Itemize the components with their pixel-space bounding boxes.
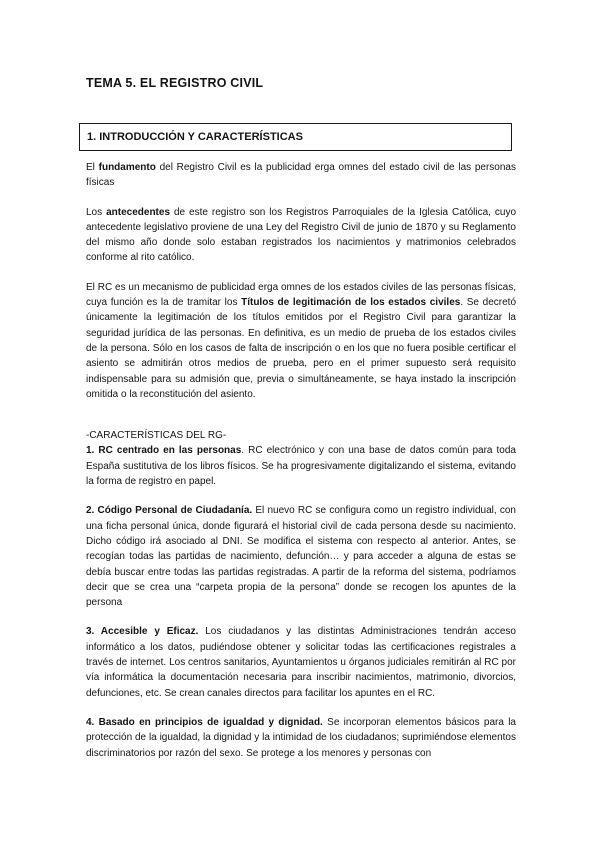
document-body xyxy=(86,160,516,775)
c1-bold: 1. RC centrado en las personas xyxy=(86,445,242,457)
c3-rest: Los ciudadanos y las distintas Administraciones tendrán acceso informático a los datos, pudiéndose obtener y solicitar todas las certificaciones registrales a través de internet. Los centros sanitarios, Ayuntamientos u órganos judiciales remitirán al RC por vía informática la documentación necesaria para inscribir nacimientos, matrimonio, divorcios, defunciones, etc. Se crean canales directos para facilitar los apuntes en el RC. xyxy=(86,626,516,699)
characteristics-heading: -CARACTERÍSTICAS DEL RG- xyxy=(86,430,227,442)
section-heading: 1. INTRODUCCIÓN Y CARACTERÍSTICAS xyxy=(87,131,303,143)
paragraph-antecedentes xyxy=(86,205,516,266)
c2-bold: 2. Código Personal de Ciudadanía. xyxy=(86,505,253,517)
p1-bold: fundamento xyxy=(98,162,156,173)
c4-bold: 4. Basado en principios de igualdad y dignidad. xyxy=(86,716,323,728)
characteristic-3 xyxy=(86,624,516,700)
c4-rest: Se incorporan elementos básicos para la protección de la igualdad, la dignidad y la intimidad de los ciudadanos; suprimiéndose elementos discriminatorios por razón del sexo. Se protege a los menores y personas con xyxy=(86,716,516,759)
document-title: TEMA 5. EL REGISTRO CIVIL xyxy=(86,76,264,90)
characteristic-2 xyxy=(86,503,516,610)
p3-bold: Títulos de legitimación de los estados civiles xyxy=(241,297,461,309)
c2-rest: El nuevo RC se configura como un registro individual, con una ficha personal única, donde figurará el historial civil de cada persona desde su nacimiento. Dicho código irá asociado al DNI. Se modifica el sistema con respecto al anterior. Antes, se recogían todas las partidas de nacimiento, defunción… y para acceder a alguna de estas se debía buscar entre todas las partidas registradas. A partir de la reforma del sistema, podríamos decir que se crea una “carpeta propia de la persona” donde se recogen los apuntes de la persona xyxy=(86,505,516,609)
paragraph-fundamento xyxy=(86,160,516,191)
p2-bold: antecedentes xyxy=(106,206,171,218)
p2-rest: de este registro son los Registros Parroquiales de la Iglesia Católica, cuyo antecedente legislativo proviene de una Ley del Registro Civil de junio de 1870 y su Reglamento del mismo año donde solo estaban registrados los nacimientos y matrimonios celebrados conforme al rito católico. xyxy=(86,206,517,264)
p2-lead: Los xyxy=(86,206,107,218)
p1-rest: del Registro Civil es la publicidad erga omnes del estado civil de las personas físicas xyxy=(86,162,516,189)
section-heading-box xyxy=(79,123,512,151)
p3-rest: . Se decretó únicamente la legitimación de los títulos emitidos por el Registro Civil para garantizar la seguridad jurídica de las personas. En definitiva, es un medio de prueba de los estados civiles de la persona. Sólo en los casos de falta de inscripción o en los que no fuera posible certificar el asiento se admitirán otros medios de prueba, pero en el primer supuesto será requisito indispensable para su admisión que, previa o simultáneamente, se haya instado la inscripción omitida o la reconstitución del asiento. xyxy=(86,297,517,400)
p1-lead: El xyxy=(86,162,99,173)
characteristic-4 xyxy=(86,715,516,761)
paragraph-mecanismo xyxy=(86,280,516,402)
characteristic-1 xyxy=(86,443,516,489)
c1-rest: . RC electrónico y con una base de datos común para toda España sustitutiva de los libros físicos. Se ha progresivamente digitalizando el sistema, evitando la forma de registro en papel. xyxy=(86,445,516,488)
p3-lead: El RC es un mecanismo de publicidad erga omnes de los estados civiles de las personas físicas, cuya función es la de tramitar los xyxy=(86,281,516,309)
c3-bold: 3. Accesible y Eficaz. xyxy=(86,626,199,638)
